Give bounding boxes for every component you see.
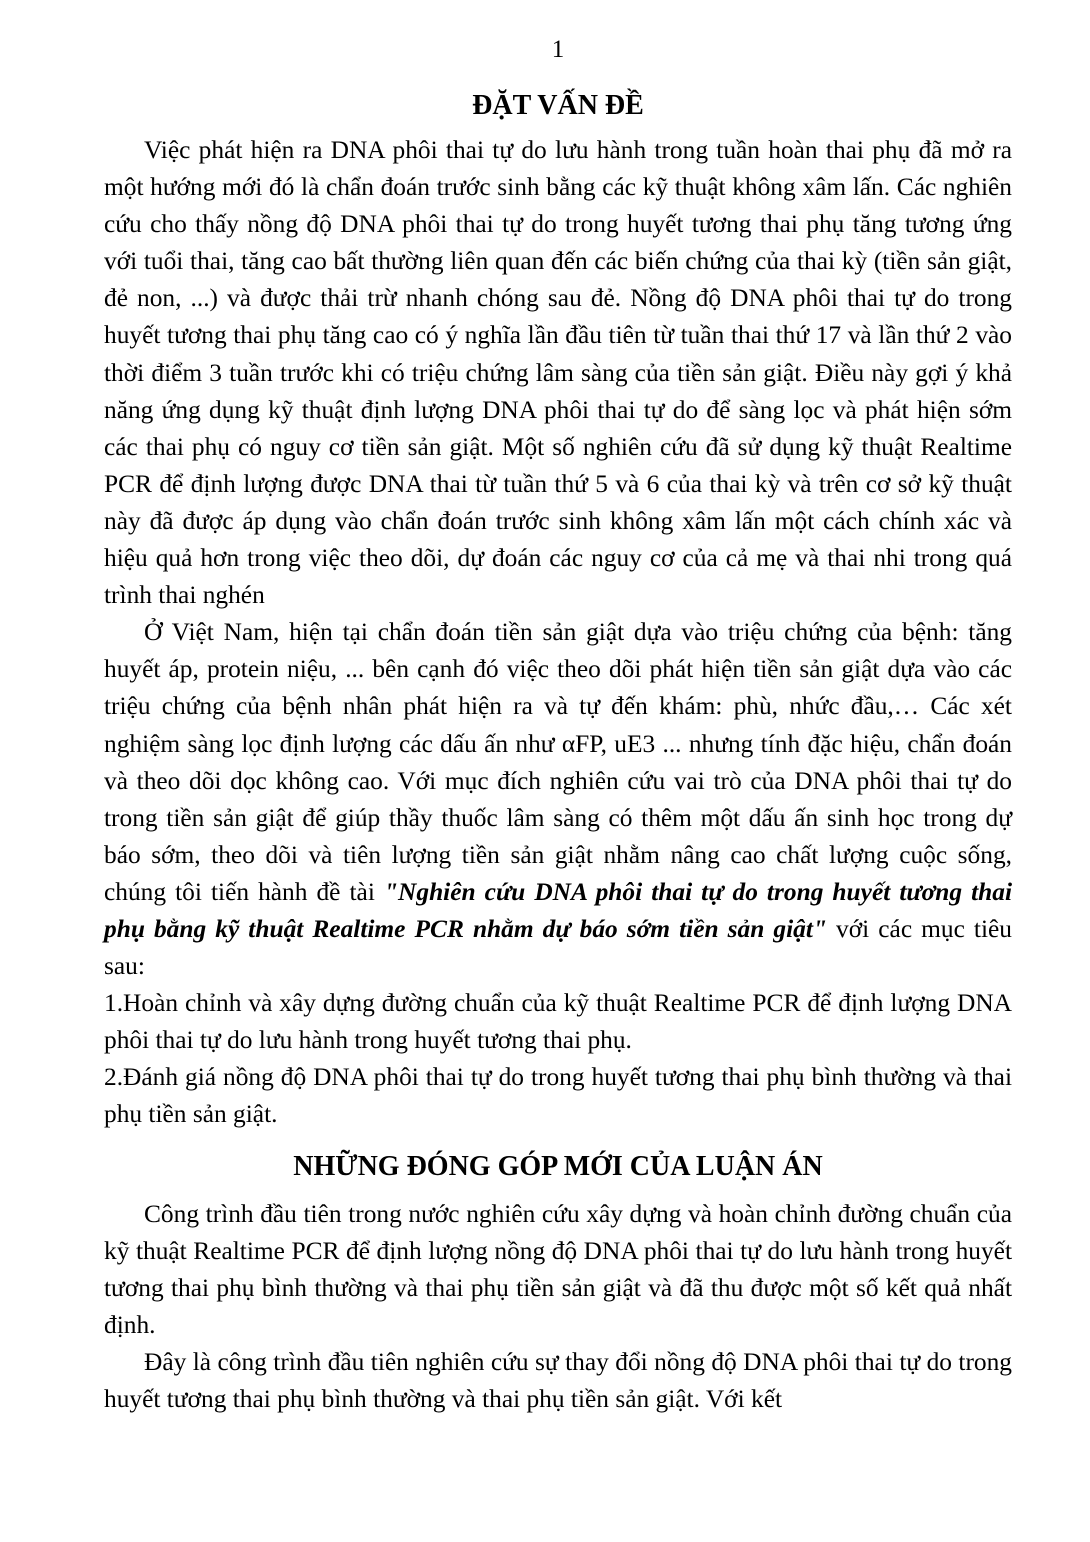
paragraph-2-text: Ở Việt Nam, hiện tại chẩn đoán tiền sản giật dựa vào triệu chứng của bệnh: tăng huyết áp, protein niệu, ... bên cạnh đó việc theo dõi phát hiện tiền sản giật dựa vào các triệu chứng của bệnh nhân phát hiện ra và tự đến khám: phù, nhức đầu,… Các xét nghiệm sàng lọc định lượng các dấu ấn như αFP, uE3 ... nhưng tính đặc hiệu, chẩn đoán và theo dõi dọc không cao. Với mục đích nghiên cứu vai trò của DNA phôi thai tự do trong tiền sản giật để giúp thầy thuốc lâm sàng có thêm một dấu ấn sinh học trong dự báo sớm, theo dõi và tiên lượng tiền sản giật nhằm nâng cao chất lượng cuộc sống, chúng tôi tiến hành đề tài <box>104 618 1012 906</box>
objective-item <box>104 985 1012 1059</box>
contribution-paragraph-1: Công trình đầu tiên trong nước nghiên cứu xây dựng và hoàn chỉnh đường chuẩn của kỹ thuật Realtime PCR để định lượng nồng độ DNA phôi thai tự do lưu hành trong huyết tương thai phụ bình thường và thai phụ tiền sản giật và đã thu được một số kết quả nhất định. <box>104 1199 1012 1339</box>
document-page <box>104 30 1012 1418</box>
objective-text: Hoàn chỉnh và xây dựng đường chuẩn của kỹ thuật Realtime PCR để định lượng DNA phôi thai tự do lưu hành trong huyết tương thai phụ. <box>104 989 1012 1055</box>
objectives-list <box>104 985 1012 1133</box>
objective-item <box>104 1059 1012 1133</box>
thesis-title: "Nghiên cứu DNA phôi thai tự do trong huyết tương thai phụ bằng kỹ thuật Realtime PCR nhằm dự báo sớm tiền sản giật" <box>104 877 1013 943</box>
objective-text: Đánh giá nồng độ DNA phôi thai tự do trong huyết tương thai phụ bình thường và thai phụ tiền sản giật. <box>104 1063 1012 1129</box>
section-title-dong-gop-moi: NHỮNG ĐÓNG GÓP MỚI CỦA LUẬN ÁN <box>293 1150 823 1182</box>
section-title-dat-van-de: ĐẶT VẤN ĐỀ <box>472 90 644 121</box>
page-number: 1 <box>551 36 565 63</box>
intro-paragraph-2 <box>104 614 1012 985</box>
intro-paragraph-1: Việc phát hiện ra DNA phôi thai tự do lưu hành trong tuần hoàn thai phụ đã mở ra một hướng mới đó là chẩn đoán trước sinh bằng các kỹ thuật không xâm lấn. Các nghiên cứu cho thấy nồng độ DNA phôi thai tự do trong huyết tương thai phụ tăng tương ứng với tuổi thai, tăng cao bất thường liên quan đến các biến chứng của thai kỳ (tiền sản giật, đẻ non, ...) và được thải trừ nhanh chóng sau đẻ. Nồng độ DNA phôi thai tự do trong huyết tương thai phụ tăng cao có ý nghĩa lần đầu tiên từ tuần thai thứ 17 và lần thứ 2 vào thời điểm 3 tuần trước khi có triệu chứng lâm sàng của tiền sản giật. Điều này gợi ý khả năng ứng dụng kỹ thuật định lượng DNA phôi thai tự do để sàng lọc và phát hiện sớm các thai phụ có nguy cơ tiền sản giật. Một số nghiên cứu đã sử dụng kỹ thuật Realtime PCR để định lượng được DNA thai từ tuần thứ 5 và 6 của thai kỳ và trên cơ sở kỹ thuật này đã được áp dụng vào chẩn đoán trước sinh không xâm lấn một cách chính xác và hiệu quả hơn trong việc theo dõi, dự đoán các nguy cơ của cả mẹ và thai nhi trong quá trình thai nghén <box>104 136 1012 610</box>
paragraph-2-tail: với các mục tiêu sau: <box>104 914 1012 981</box>
contribution-paragraph-2: Đây là công trình đầu tiên nghiên cứu sự thay đổi nồng độ DNA phôi thai tự do trong huyết tương thai phụ bình thường và thai phụ tiền sản giật. Với kết <box>104 1347 1012 1413</box>
objective-number: 2. <box>104 1063 124 1092</box>
objective-number: 1. <box>104 989 124 1018</box>
